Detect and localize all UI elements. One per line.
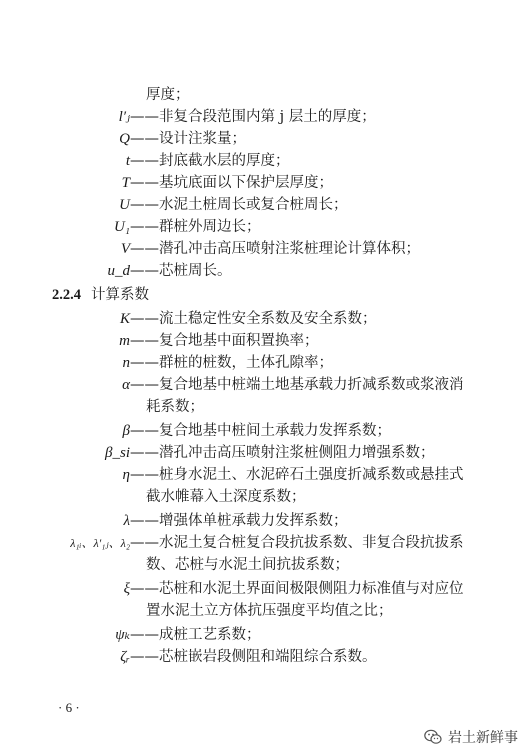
definition-line xyxy=(0,260,528,282)
definition-continuation: 耗系数； xyxy=(146,399,204,415)
definition-text: ——设计注浆量； xyxy=(130,131,246,147)
definition-text: ——潜孔冲击高压喷射注浆桩侧阻力增强系数； xyxy=(130,445,435,461)
wechat-icon xyxy=(424,729,442,745)
symbol: λ xyxy=(123,513,130,529)
definition-text: ——封底截水层的厚度； xyxy=(130,153,290,169)
definition-text: ——桩身水泥土、水泥碎石土强度折减系数或悬挂式 xyxy=(130,467,464,483)
definition-line xyxy=(0,352,528,374)
definition-line xyxy=(0,216,528,238)
watermark-text: 岩土新鲜事 xyxy=(448,730,518,746)
definition-text: ——复合地基中面积置换率； xyxy=(130,333,319,349)
definition-text: ——流土稳定性安全系数及安全系数； xyxy=(130,311,377,327)
symbol: ξ xyxy=(123,581,130,597)
definition-line xyxy=(0,600,528,622)
definition-line xyxy=(0,106,528,128)
definition-text: ——增强体单桩承载力发挥系数； xyxy=(130,513,348,529)
definition-continuation: 数、芯桩与水泥土间抗拔系数； xyxy=(146,557,349,573)
definition-line xyxy=(0,194,528,216)
section-title: 计算系数 xyxy=(91,287,149,303)
definition-line xyxy=(0,84,528,106)
definition-line xyxy=(0,646,528,668)
definition-text: ——成桩工艺系数； xyxy=(130,627,261,643)
definition-continuation: 厚度； xyxy=(146,87,190,103)
symbol: n xyxy=(122,355,130,371)
symbol: m xyxy=(119,333,130,349)
definition-line xyxy=(0,308,528,330)
definition-text: ——芯桩嵌岩段侧阻和端阻综合系数。 xyxy=(130,649,377,665)
symbol: u_d xyxy=(107,263,130,279)
symbol: Q xyxy=(119,131,130,147)
definition-line xyxy=(0,150,528,172)
symbol: β xyxy=(122,423,130,439)
definition-text: ——芯桩周长。 xyxy=(130,263,232,279)
symbol: t xyxy=(125,153,130,169)
definition-text: ——群桩的桩数，土体孔隙率； xyxy=(130,355,333,371)
symbol: ζᵣ xyxy=(120,649,130,665)
definition-text: ——基坑底面以下保护层厚度； xyxy=(130,175,333,191)
symbol: β_si xyxy=(105,445,130,461)
definition-line xyxy=(0,532,528,554)
symbol: T xyxy=(121,175,130,191)
symbol: U xyxy=(119,197,130,213)
definition-line xyxy=(0,624,528,646)
definition-line xyxy=(0,554,528,576)
definition-line xyxy=(0,238,528,260)
definition-line xyxy=(0,128,528,150)
watermark xyxy=(424,726,518,748)
symbol: λ₁ᵢ、λ′₁ⱼ、λ₂ xyxy=(70,536,130,550)
definition-text: ——群桩外周边长； xyxy=(130,219,261,235)
definition-line xyxy=(0,330,528,352)
symbol: l′ⱼ xyxy=(118,109,130,125)
definition-text: ——复合地基中桩端土地基承载力折减系数或浆液消 xyxy=(130,377,464,393)
definition-continuation: 截水帷幕入土深度系数； xyxy=(146,489,306,505)
definition-text: ——水泥土复合桩复合段抗拔系数、非复合段抗拔系 xyxy=(130,535,464,551)
symbol: ψₖ xyxy=(115,627,130,643)
definition-text: ——水泥土桩周长或复合桩周长； xyxy=(130,197,348,213)
definition-line xyxy=(0,510,528,532)
definition-line xyxy=(0,486,528,508)
definition-text: ——非复合段范围内第 j 层土的厚度； xyxy=(130,109,376,125)
symbol: K xyxy=(119,311,130,327)
symbol: α xyxy=(122,377,130,393)
definition-text: ——潜孔冲击高压喷射注浆桩理论计算体积； xyxy=(130,241,420,257)
symbol: U₁ xyxy=(113,219,130,235)
definition-line xyxy=(0,442,528,464)
definition-line xyxy=(0,396,528,418)
section-number: 2.2.4 xyxy=(52,287,81,303)
section-heading xyxy=(52,284,149,306)
definition-line xyxy=(0,578,528,600)
symbol: η xyxy=(122,467,130,483)
definition-line xyxy=(0,464,528,486)
definition-line xyxy=(0,420,528,442)
definition-continuation: 置水泥土立方体抗压强度平均值之比； xyxy=(146,603,393,619)
definition-text: ——芯桩和水泥土界面间极限侧阻力标准值与对应位 xyxy=(130,581,464,597)
definition-line xyxy=(0,374,528,396)
definition-text: ——复合地基中桩间土承载力发挥系数； xyxy=(130,423,391,439)
symbol: V xyxy=(120,241,130,257)
definition-line xyxy=(0,172,528,194)
page-number: · 6 · xyxy=(58,700,80,715)
